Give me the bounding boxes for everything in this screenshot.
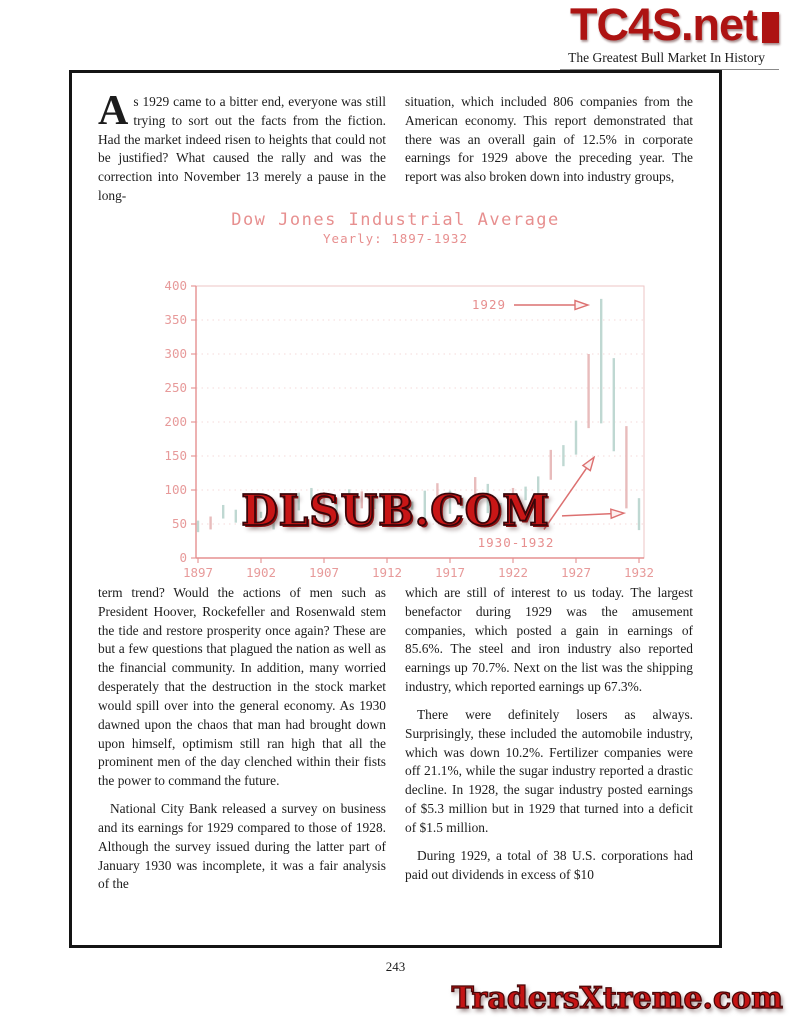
dow-jones-chart (113, 210, 679, 582)
tradersxtreme-logo: TradersXtreme.com (451, 981, 783, 1016)
logo-red-square-icon (762, 12, 779, 43)
svg-text:1922: 1922 (497, 564, 528, 580)
paragraph: National City Bank released a survey on business and its earnings for 1929 compared to those of 1928. Although the survey issued during the latter part of January 1930 was incomplete, it was a fair analysis of the (98, 801, 386, 892)
svg-text:300: 300 (163, 345, 187, 361)
paragraph-intro-left (98, 88, 386, 206)
paragraph: There were definitely losers as always. Surprisingly, these included the automobile industry, which was down 10.2%. Fertilizer companies were off 21.1%, while the sugar industry reported a drastic decline. In 1928, the sugar industry posted earnings of $5.3 million but in 1929 that turned into a deficit of $1.5 million. (405, 706, 693, 835)
paragraph: which are still of interest to us today. The largest benefactor during 1929 was the amusement companies, which posted a gain in earnings of 85.6%. The steel and iron industry also reported earnings up 70.7%. Next on the list was the shipping industry, which reported earnings up 67.3%. (405, 584, 693, 695)
page-number: 243 (385, 959, 406, 974)
paragraph: During 1929, a total of 38 U.S. corporations had paid out dividends in excess of $10 (405, 847, 693, 882)
tagline: The Greatest Bull Market In History (560, 50, 779, 70)
page-border-box (69, 70, 722, 948)
svg-text:250: 250 (163, 379, 187, 395)
tc4s-logo-text: TC4S.net (569, 0, 757, 50)
svg-text:150: 150 (163, 447, 187, 463)
svg-text:1927: 1927 (560, 564, 591, 580)
svg-text:1917: 1917 (434, 564, 465, 580)
svg-text:200: 200 (163, 413, 187, 429)
svg-text:1912: 1912 (371, 564, 402, 580)
svg-text:1902: 1902 (245, 564, 276, 580)
intro-left-text: s 1929 came to a bitter end, everyone was still trying to sort out the facts from the fiction. Had the market indeed risen to heights that could not be justified? What caused the rally and was the correction into November 13 merely a pause in the long- (98, 94, 386, 204)
bottom-text-columns (98, 584, 693, 894)
paragraph-intro-right: situation, which included 806 companies from the American economy. This report demonstrated that there was an overall gain of 12.5% in corporate earnings for 1929 above the preceding year. The report was also broken down into industry groups, (405, 94, 693, 185)
drop-cap: A (98, 88, 129, 134)
tc4s-logo (560, 0, 779, 50)
svg-text:400: 400 (163, 277, 187, 293)
svg-text:50: 50 (171, 515, 187, 531)
svg-text:1929: 1929 (471, 297, 506, 313)
svg-text:1932: 1932 (623, 564, 654, 580)
svg-text:0: 0 (178, 549, 187, 565)
chart-subtitle: Yearly: 1897-1932 (323, 230, 468, 246)
svg-text:1930-1932: 1930-1932 (477, 535, 554, 551)
bottom-left-column (98, 584, 386, 894)
svg-text:350: 350 (163, 311, 187, 327)
paragraph: term trend? Would the actions of men such as President Hoover, Rockefeller and Rosenwald stem the tide and restore prosperity once again? These are but a few questions that plagued the nation as well as the financial community. In addition, many worried desperately that the destruction in the stock market would spill over into the general economy. As 1930 dawned upon the chaos that man had brought down upon himself, optimism still ran high that all the prominent men of the day clenched within their fists the power to command the future. (98, 584, 386, 789)
bottom-right-column (405, 584, 693, 894)
chart-title: Dow Jones Industrial Average (231, 209, 560, 230)
svg-text:100: 100 (163, 481, 187, 497)
svg-text:1897: 1897 (182, 564, 213, 580)
svg-text:1907: 1907 (308, 564, 339, 580)
dlsub-watermark: DLSUB.COM (241, 485, 550, 535)
top-text-columns (98, 88, 693, 206)
site-logo-block (560, 2, 779, 70)
